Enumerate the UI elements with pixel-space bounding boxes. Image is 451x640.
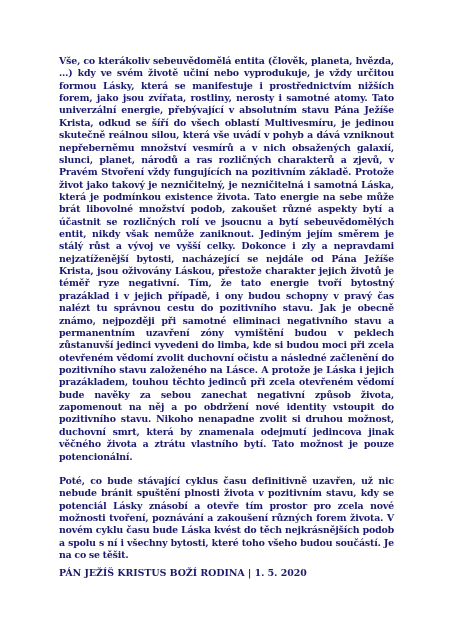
signature-line: PÁN JEŽÍŠ KRISTUS BOŽÍ RODINA | 1. 5. 2020 (59, 568, 307, 580)
document-page (59, 56, 394, 581)
body-paragraph-love: Vše, co kterákoliv sebeuvědomělá entita (člověk, planeta, hvězda, …) kdy ve svém životě učiní nebo vyprodukuje, je vždy určitou formou Lásky, která se manifestuje i prostřednictvím nižších forem, jako jsou zvířata, rostliny, nerosty i samotné atomy. Tato univerzální energie, přebývající v absolutním stavu Pána Ježíše Krista, odkud se šíří do všech oblastí Multivesmíru, je jedinou skutečně reálnou silou, která vše uvádí v pohyb a dává vzniknout nepřeberněmu množství vesmírů a v nich obsažených galaxií, slunci, planet, národů a ras rozličných charakterů a zjevů, v Pravém Stvoření vždy fungujících na pozitivním základě. Protože život jako takový je nezničitelný, je nezničitelná i samotná Láska, která je podmínkou existence života. Tato energie na sebe může brát libovolné množství podob, zakoušet různé aspekty bytí a účastnit se rozličných rolí ve jsoucnu a bytí sebeuvědomělých entit, nikdy však nemůže zaniknout. Jediným jejím směrem je stálý růst a vývoj ve vyšší celky. Dokonce i zly a nepravdami nejzatíženější bytosti, nacházející se nejdále od Pána Ježíše Krista, jsou oživovány Láskou, přestože charakter jejich životů je téměř ryze negativní. Tím, že tato energie tvoří bytostný prazáklad i v jejich případě, i ony budou schopny v pravý čas nalézt tu správnou cestu do pozitivního stavu. Jak je obecně známo, nejpozději při samotné eliminaci negativního stavu a permanentním uzavření zóny vymištění budou v peklech zůstanuvší jedinci vyvedeni do limba, kde si budou moci při zcela otevřeném vědomí zvolit duchovní očistu a následné začlenění do pozitivního stavu založeného na Lásce. A protože je Láska i jejich prazákladem, touhou těchto jedinců při zcela otevřeném vědomí bude navěky za sebou zanechat negativní způsob života, zapomenout na něj a po obdržení nové identity vstoupit do pozitivního stavu. Nikoho nenapadne zvolit si druhou možnost, duchovní smrt, která by znamenala odejmutí jedincova jinak věčného života a ztrátu vlastního bytí. Tato možnost je pouze potencionální. (59, 56, 394, 463)
body-paragraph-new-cycle: Poté, co bude stávající cyklus času definitivně uzavřen, už nic nebude bránit spuštění plnosti života v pozitivním stavu, kdy se potenciál Lásky znásobí a otevře tím prostor pro zcela nové možnosti tvoření, poznávání a zakoušení různých forem života. V novém cyklu času bude Láska kvést do těch nejkrásnějších podob a spolu s ní i všechny bytosti, které toho všeho budou součástí. Je na co se těšit. (59, 475, 394, 562)
